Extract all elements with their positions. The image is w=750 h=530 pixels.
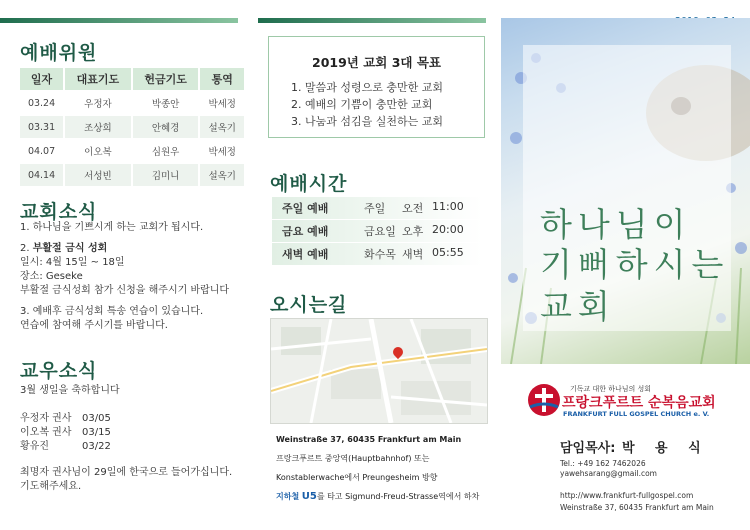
church-news-item2-num: 2. — [20, 243, 30, 254]
services-title: 예배시간 — [270, 173, 348, 195]
directions-body — [276, 430, 494, 506]
roster-cell: 김미니 — [133, 164, 199, 186]
church-news-item2-place: 장소: Geseke — [20, 271, 83, 282]
roster-header-prayer: 대표기도 — [65, 68, 131, 90]
roster-cell: 우정자 — [84, 99, 112, 110]
member-news-note-line2: 기도해주세요. — [20, 481, 82, 492]
church-news-item1: 1. 하나님을 기쁘시게 하는 교회가 됩시다. — [20, 222, 204, 233]
birthday-date: 03/05 — [82, 413, 111, 424]
service-day: 주일 — [364, 202, 386, 215]
church-name-en: FRANKFURT FULL GOSPEL CHURCH e. V. — [563, 410, 710, 418]
birthday-item — [20, 440, 255, 454]
web-block — [560, 490, 714, 514]
roster-cell: 04.14 — [20, 164, 63, 186]
birthday-date: 03/22 — [82, 441, 111, 452]
contact-email[interactable]: yawehsarang@gmail.com — [560, 469, 657, 478]
roster-cell: 04.07 — [27, 145, 56, 157]
birthday-name: 우정자 권사 — [20, 413, 72, 424]
service-period: 새벽 — [402, 248, 424, 261]
church-website-link[interactable]: http://www.frankfurt-fullgospel.com — [560, 491, 694, 500]
contact-block — [560, 459, 657, 479]
service-name: 새벽 예배 — [282, 248, 329, 261]
church-address: Weinstraße 37, 60435 Frankfurt am Main — [560, 503, 714, 512]
member-news-intro: 3월 생일을 축하합니다 — [20, 385, 120, 396]
table-row — [20, 140, 244, 162]
directions-address: Weinstraße 37, 60435 Frankfurt am Main — [276, 435, 462, 444]
member-news-body — [20, 384, 255, 494]
roster-cell: 이오복 — [84, 147, 112, 158]
hero-title-line2: 기뻐하시는 — [540, 245, 730, 284]
roster-header-date: 일자 — [20, 68, 63, 90]
roster-header-offering: 헌금기도 — [133, 68, 199, 90]
hero-title-line3: 교회 — [540, 287, 616, 326]
service-time: 20:00 — [432, 223, 464, 236]
service-day: 화수목 — [364, 248, 396, 261]
roster-cell: 심원우 — [151, 147, 180, 158]
member-news-title: 교우소식 — [20, 360, 98, 382]
service-time: 11:00 — [432, 200, 464, 213]
contact-phone: Tel.: +49 162 7462026 — [560, 459, 646, 468]
roster-cell: 박세정 — [208, 99, 236, 110]
goal-item: 3. 나눔과 섬김을 실천하는 교회 — [291, 115, 443, 128]
table-row — [20, 116, 244, 138]
pastor-line — [560, 437, 709, 456]
birthday-date: 03/15 — [82, 427, 111, 438]
roster-cell: 03.24 — [27, 97, 56, 109]
directions-line3 — [276, 487, 494, 506]
service-row-friday — [272, 220, 482, 242]
service-name: 주일 예배 — [282, 202, 329, 215]
pastor-name: 박 용 식 — [621, 441, 709, 456]
hero-title-line1: 하나님이 — [540, 205, 692, 244]
roster-cell: 03.31 — [20, 116, 63, 138]
service-name: 금요 예배 — [282, 225, 329, 238]
roster-cell: 서성빈 — [65, 164, 131, 186]
church-news-item2-note: 부활절 금식성회 참가 신청을 해주시기 바랍니다 — [20, 285, 230, 296]
table-row — [20, 164, 244, 186]
church-news-item2-date: 일시: 4월 15일 ~ 18일 — [20, 257, 125, 268]
directions-title: 오시는길 — [270, 294, 348, 316]
service-day: 금요일 — [364, 225, 396, 238]
roster-cell: 박종안 — [151, 99, 180, 110]
service-period: 오전 — [402, 202, 424, 215]
roster-title: 예배위원 — [20, 42, 98, 64]
table-row — [20, 92, 244, 114]
pastor-label: 담임목사: — [560, 441, 616, 456]
goal-item: 2. 예배의 기쁨이 충만한 교회 — [291, 98, 433, 111]
roster-cell: 설옥기 — [200, 164, 244, 186]
roster-header-row — [20, 68, 244, 90]
roster-table — [18, 66, 246, 188]
church-news-item3-line1: 3. 예배후 금식성회 특송 연습이 있습니다. — [20, 306, 204, 317]
birthday-name: 황유진 — [20, 441, 49, 452]
roster-header-interpreter: 통역 — [200, 68, 244, 90]
goals-box — [268, 36, 485, 138]
roster-cell: 조상희 — [65, 116, 131, 138]
location-map[interactable] — [270, 318, 488, 424]
church-news-item2-title: 부활절 금식 성회 — [32, 243, 108, 254]
church-name-ko: 프랑크푸르트 순복음교회 — [562, 395, 716, 411]
goals-title: 2019년 교회 3대 목표 — [312, 55, 441, 70]
directions-subway-line: U5 — [301, 491, 317, 502]
church-logo-icon — [527, 383, 561, 417]
directions-line2: Konstablerwache에서 Preungesheim 방향 — [276, 473, 438, 482]
service-row-dawn — [272, 243, 482, 265]
goal-item: 1. 말씀과 성령으로 충만한 교회 — [291, 81, 443, 94]
roster-cell: 설옥기 — [200, 116, 244, 138]
roster-cell: 박세정 — [208, 147, 236, 158]
church-tagline: 기독교 대한 하나님의 성회 — [570, 385, 652, 393]
directions-line3-rest: 를 타고 Sigmund-Freud-Strasse역에서 하차 — [316, 492, 480, 501]
church-news-item2-heading — [20, 242, 248, 256]
directions-line1: 프랑크푸르트 중앙역(Hauptbahnhof) 또는 — [276, 454, 430, 463]
member-news-note-line1: 최명자 권사님이 29일에 한국으로 들어가십니다. — [20, 467, 233, 478]
service-row-sunday — [272, 197, 482, 219]
roster-cell: 안혜경 — [133, 116, 199, 138]
service-time: 05:55 — [432, 246, 464, 259]
church-news-item3-line2: 연습에 참여해 주시기를 바랍니다. — [20, 320, 168, 331]
service-period: 오후 — [402, 225, 424, 238]
map-graphic — [271, 319, 487, 423]
top-bar-left — [0, 18, 238, 23]
directions-subway-label: 지하철 — [276, 492, 300, 501]
church-news-body — [20, 221, 248, 333]
birthday-name: 이오복 권사 — [20, 427, 72, 438]
birthday-item — [20, 412, 255, 426]
birthday-item — [20, 426, 255, 440]
top-bar-middle — [258, 18, 486, 23]
church-news-title: 교회소식 — [20, 201, 98, 223]
